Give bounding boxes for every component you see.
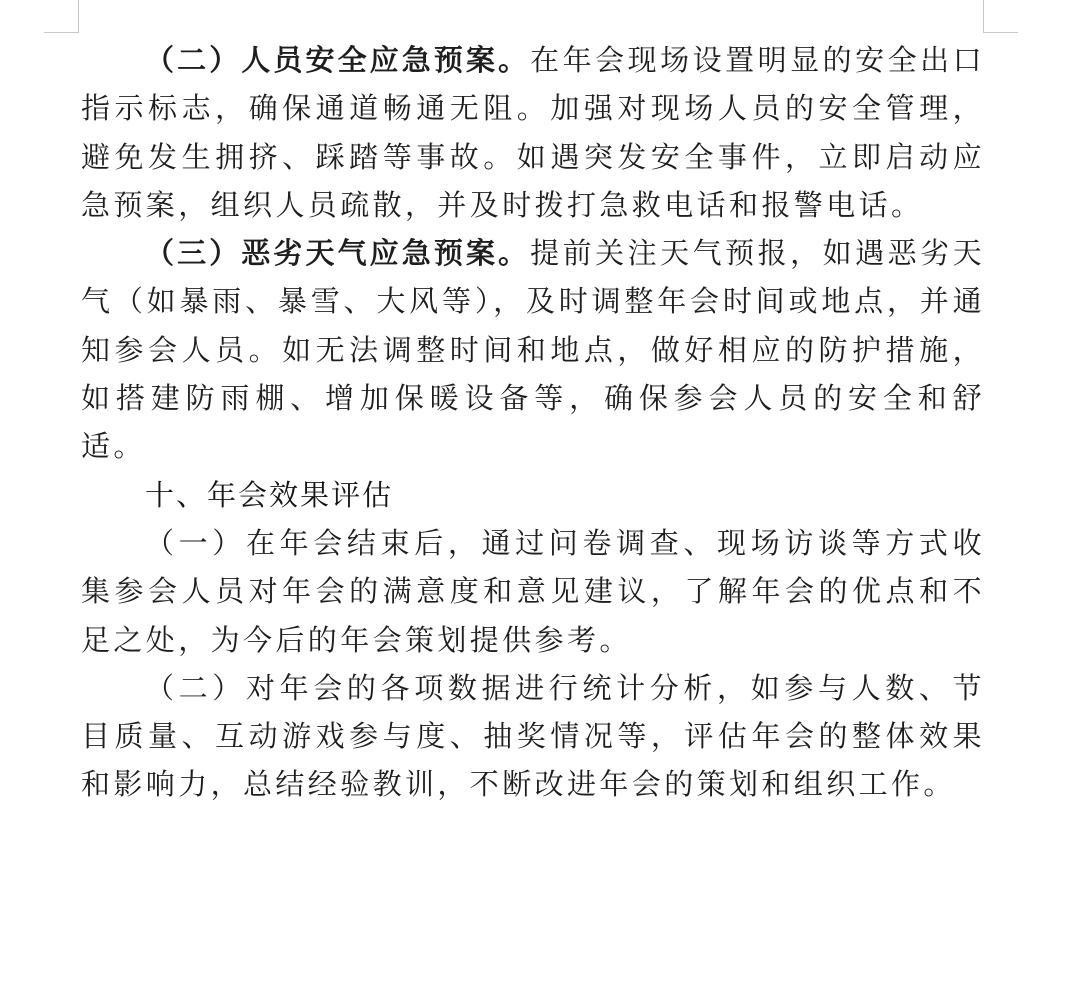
paragraph-bad-weather-plan: [81, 229, 985, 470]
document-body: [81, 36, 985, 809]
crop-mark-top-left: [44, 0, 79, 33]
paragraph-body-bad-weather: 提前关注天气预报，如遇恶劣天气（如暴雨、暴雪、大风等），及时调整年会时间或地点，并通知参会人员。如无法调整时间和地点，做好相应的防护措施，如搭建防雨棚、增加保暖设备等，确保参会人员的安全和舒适。: [81, 236, 985, 464]
paragraph-personnel-safety-plan: [81, 36, 985, 229]
paragraph-evaluation-survey: （一）在年会结束后，通过问卷调查、现场访谈等方式收集参会人员对年会的满意度和意见建议，了解年会的优点和不足之处，为今后的年会策划提供参考。: [81, 525, 985, 657]
section-heading-evaluation: 十、年会效果评估: [145, 477, 394, 512]
paragraph-lead-bad-weather: （三）恶劣天气应急预案。: [145, 236, 531, 271]
crop-mark-top-right: [983, 0, 1018, 33]
paragraph-body-personnel-safety: 在年会现场设置明显的安全出口指示标志，确保通道畅通无阻。加强对现场人员的安全管理，避免发生拥挤、踩踏等事故。如遇突发安全事件，立即启动应急预案，组织人员疏散，并及时拨打急救电话和报警电话。: [81, 43, 985, 222]
paragraph-evaluation-statistics: （二）对年会的各项数据进行统计分析，如参与人数、节目质量、互动游戏参与度、抽奖情况等，评估年会的整体效果和影响力，总结经验教训，不断改进年会的策划和组织工作。: [81, 670, 985, 802]
paragraph-lead-personnel-safety: （二）人员安全应急预案。: [145, 43, 531, 77]
